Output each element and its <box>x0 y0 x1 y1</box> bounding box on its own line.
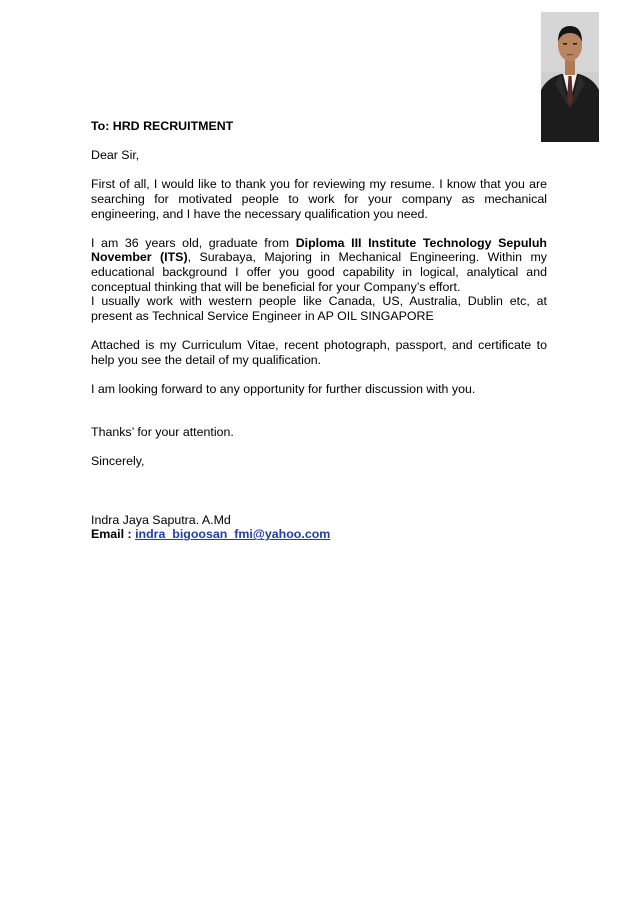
paragraph-introduction: First of all, I would like to thank you for reviewing my resume. I know that you are searching for motivated people to work for your company as mechanical engineering, and I have the necessary qualification you need. <box>91 177 547 221</box>
paragraph-attachments: Attached is my Curriculum Vitae, recent photograph, passport, and certificate to help you see the detail of my qualification. <box>91 337 547 367</box>
paragraph-closing-remark: I am looking forward to any opportunity for further discussion with you. <box>91 381 476 396</box>
paragraph-experience: I usually work with western people like Canada, US, Australia, Dublin etc, at present as Technical Service Engineer in AP OIL SINGAPORE <box>91 294 547 323</box>
email-link[interactable]: indra_bigoosan_fmi@yahoo.com <box>135 527 331 542</box>
closing-line: Sincerely, <box>91 454 145 469</box>
school-name: Diploma III Institute Technology Sepuluh November (ITS) <box>91 235 547 265</box>
applicant-photo <box>541 12 599 142</box>
recipient-line: To: HRD RECRUITMENT <box>91 119 234 133</box>
signature-name: Indra Jaya Saputra. A.Md <box>91 512 231 527</box>
email-line <box>91 527 547 542</box>
cover-letter <box>91 119 547 542</box>
paragraph-education <box>91 236 547 294</box>
education-text-start: I am 36 years old, graduate from <box>91 235 296 250</box>
salutation: Dear Sir, <box>91 148 140 163</box>
email-label: Email : <box>91 527 136 542</box>
thanks-line: Thanks’ for your attention. <box>91 425 234 440</box>
education-text-end: , Surabaya, Majoring in Mechanical Engineering. Within my educational background I offer you good capability in logical, analytical and conceptual thinking that will be beneficial for your Company’s effort. <box>91 250 547 294</box>
